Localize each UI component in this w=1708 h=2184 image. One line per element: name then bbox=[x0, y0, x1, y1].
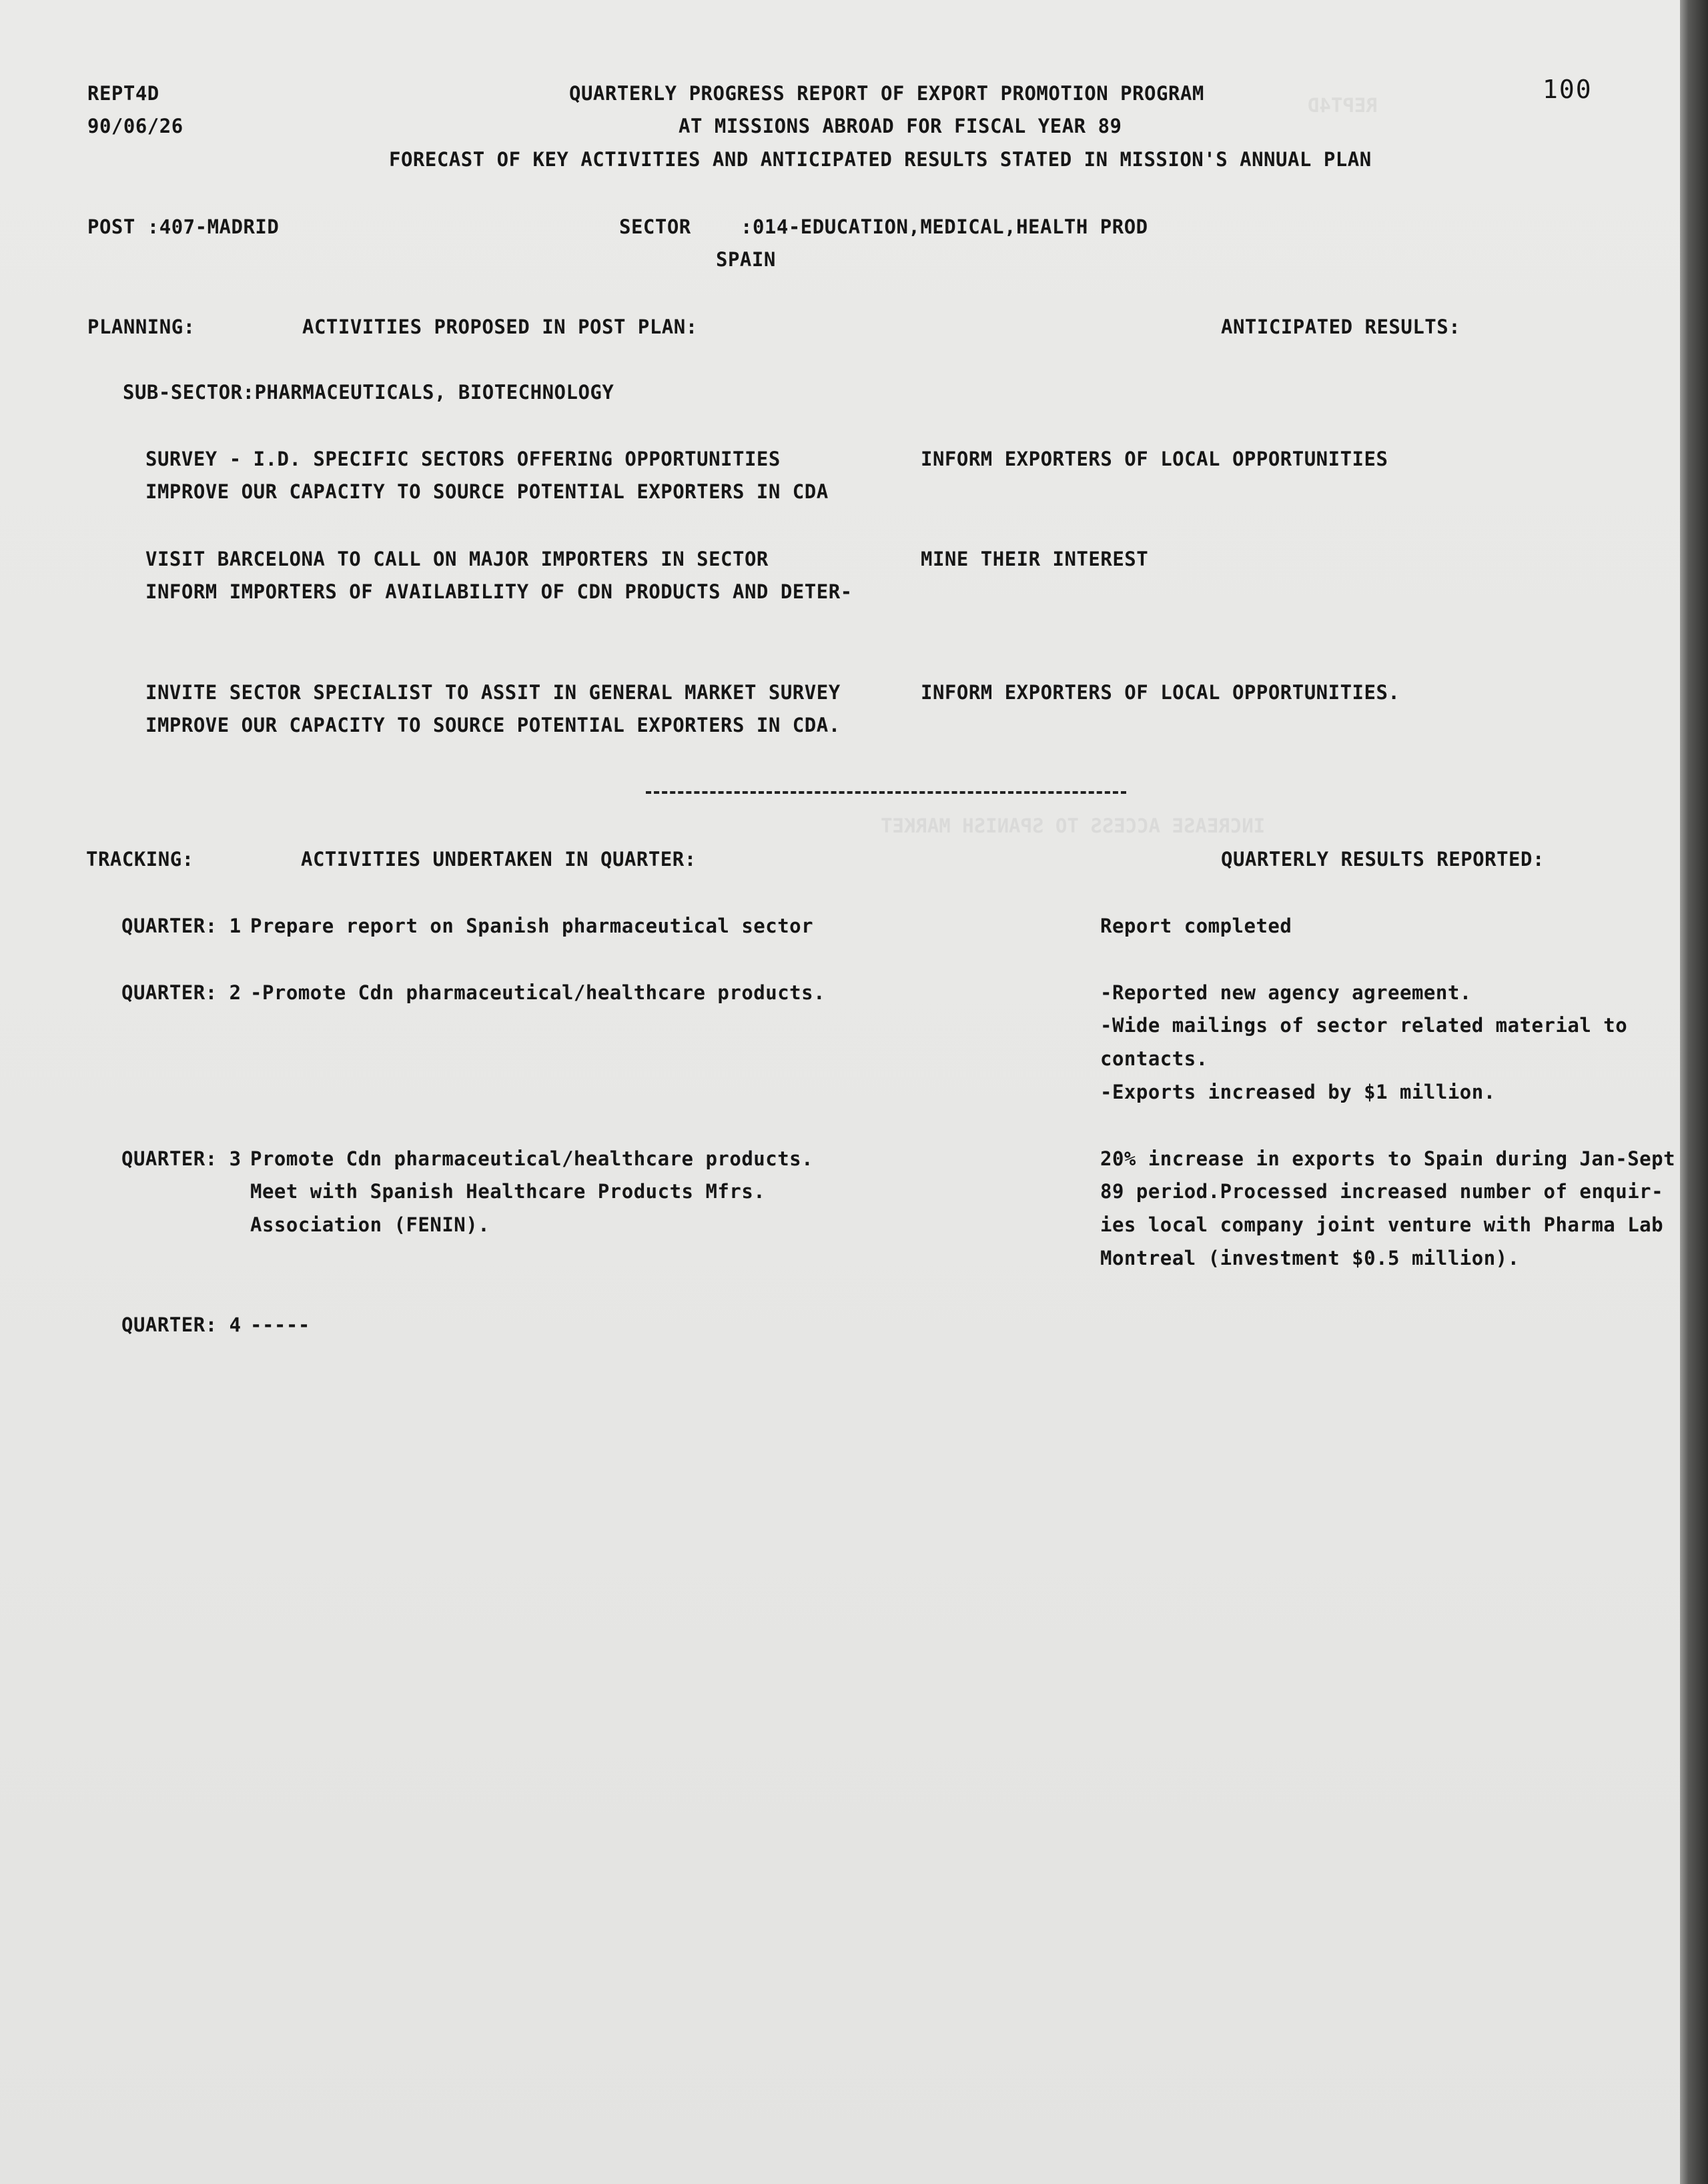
page-number: 100 bbox=[1543, 75, 1593, 104]
planning-activity-line: INVITE SECTOR SPECIALIST TO ASSIT IN GENERAL MARKET SURVEY bbox=[145, 681, 841, 704]
subsector-label: SUB-SECTOR:PHARMACEUTICALS, BIOTECHNOLOGY bbox=[123, 381, 614, 404]
report-id: REPT4D bbox=[87, 82, 159, 105]
quarter-activity-line: ----- bbox=[250, 1313, 310, 1336]
quarter-result-line: -Wide mailings of sector related material to bbox=[1100, 1014, 1628, 1037]
planning-result-line: MINE THEIR INTEREST bbox=[921, 548, 1149, 570]
tracking-activities-header: ACTIVITIES UNDERTAKEN IN QUARTER: bbox=[301, 848, 697, 871]
quarter-activity-line: -Promote Cdn pharmaceutical/healthcare products. bbox=[250, 981, 826, 1004]
quarter-result-line: Montreal (investment $0.5 million). bbox=[1100, 1247, 1520, 1269]
planning-result-line: INFORM EXPORTERS OF LOCAL OPPORTUNITIES. bbox=[921, 681, 1400, 704]
quarterly-results-header: QUARTERLY RESULTS REPORTED: bbox=[1221, 848, 1545, 871]
bleed-through-text: REPT4D bbox=[1308, 94, 1378, 117]
report-title-line-2: AT MISSIONS ABROAD FOR FISCAL YEAR 89 bbox=[679, 115, 1122, 137]
planning-activity-line: INFORM IMPORTERS OF AVAILABILITY OF CDN PRODUCTS AND DETER- bbox=[145, 580, 853, 603]
bleed-through-text: INCREASE ACCESS TO SPANISH MARKET bbox=[881, 814, 1266, 837]
quarter-activity-line: Meet with Spanish Healthcare Products Mfrs. bbox=[250, 1180, 766, 1203]
planning-activity-line: VISIT BARCELONA TO CALL ON MAJOR IMPORTERS IN SECTOR bbox=[145, 548, 769, 570]
sector-value: :014-EDUCATION,MEDICAL,HEALTH PROD bbox=[741, 215, 1148, 238]
planning-activity-line: IMPROVE OUR CAPACITY TO SOURCE POTENTIAL EXPORTERS IN CDA bbox=[145, 480, 829, 503]
section-divider bbox=[646, 791, 1126, 794]
quarter-result-line: 89 period.Processed increased number of enquir- bbox=[1100, 1180, 1664, 1203]
planning-result-line: INFORM EXPORTERS OF LOCAL OPPORTUNITIES bbox=[921, 448, 1388, 470]
report-title-line-1: QUARTERLY PROGRESS REPORT OF EXPORT PROMOTION PROGRAM bbox=[569, 82, 1204, 105]
planning-activity-line: IMPROVE OUR CAPACITY TO SOURCE POTENTIAL EXPORTERS IN CDA. bbox=[145, 714, 841, 736]
quarter-activity-line: Prepare report on Spanish pharmaceutical sector bbox=[250, 915, 814, 937]
quarter-result-line: -Reported new agency agreement. bbox=[1100, 981, 1472, 1004]
quarter-activity-line: Promote Cdn pharmaceutical/healthcare products. bbox=[250, 1147, 814, 1170]
planning-activity-line: SURVEY - I.D. SPECIFIC SECTORS OFFERING OPPORTUNITIES bbox=[145, 448, 781, 470]
quarter-result-line: ies local company joint venture with Pharma Lab bbox=[1100, 1213, 1664, 1236]
report-title-line-3: FORECAST OF KEY ACTIVITIES AND ANTICIPATED RESULTS STATED IN MISSION'S ANNUAL PLAN bbox=[389, 148, 1372, 171]
quarter-label: QUARTER: 2 bbox=[121, 981, 242, 1004]
quarter-result-line: 20% increase in exports to Spain during Jan-Sept bbox=[1100, 1147, 1676, 1170]
country-label: SPAIN bbox=[716, 248, 776, 271]
quarter-label: QUARTER: 1 bbox=[121, 915, 242, 937]
report-date: 90/06/26 bbox=[87, 115, 183, 137]
quarter-label: QUARTER: 3 bbox=[121, 1147, 242, 1170]
tracking-label: TRACKING: bbox=[86, 848, 194, 871]
sector-label: SECTOR bbox=[619, 215, 691, 238]
page-edge-shadow bbox=[1680, 0, 1708, 2184]
quarter-activity-line: Association (FENIN). bbox=[250, 1213, 490, 1236]
post-label: POST :407-MADRID bbox=[87, 215, 280, 238]
quarter-result-line: -Exports increased by $1 million. bbox=[1100, 1081, 1496, 1103]
planning-activities-header: ACTIVITIES PROPOSED IN POST PLAN: bbox=[302, 316, 698, 338]
quarter-label: QUARTER: 4 bbox=[121, 1313, 242, 1336]
planning-label: PLANNING: bbox=[87, 316, 195, 338]
anticipated-results-header: ANTICIPATED RESULTS: bbox=[1221, 316, 1461, 338]
quarter-result-line: contacts. bbox=[1100, 1047, 1208, 1070]
quarter-result-line: Report completed bbox=[1100, 915, 1292, 937]
